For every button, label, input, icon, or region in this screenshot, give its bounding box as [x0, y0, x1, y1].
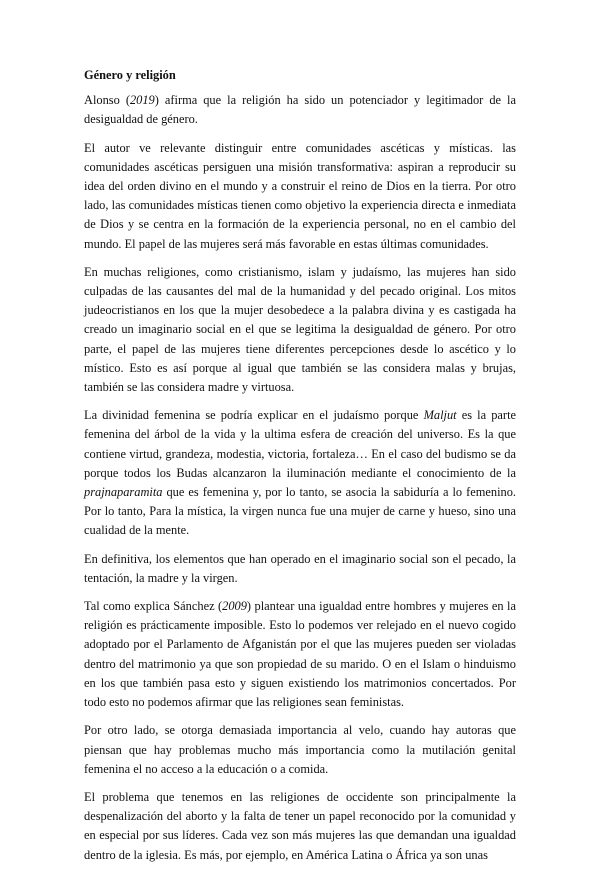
paragraph-text: que es femenina y, por lo tanto, se asocia la sabiduría a lo femenino. Por lo tanto, Para la mística, la virgen nunca fue una mujer de carne y hueso, sino una cualidad de la mente.: [84, 485, 516, 538]
italic-text: Maljut: [423, 408, 457, 423]
paragraph-text: En definitiva, los elementos que han operado en el imaginario social son el pecado, la tentación, la madre y la virgen.: [84, 551, 516, 585]
body-paragraph: [84, 721, 516, 779]
paragraph-text: es la parte femenina del árbol de la vida y la ultima esfera de creación del universo. Es la que contiene virtud, grandeza, modestia, victoria, fortaleza… En el caso del budismo se da porque todos los Budas alcanzaron la iluminación mediante el conocimiento de la: [84, 408, 517, 480]
paragraph-text: El problema que tenemos en las religiones de occidente son principalmente la despenalización del aborto y la falta de tener un papel reconocido por la comunidad y en especial por sus líderes. Cada vez son más mujeres las que demandan una igualdad dentro de la iglesia. Es más, por ejemplo, en América Latina o África ya son unas: [84, 789, 516, 862]
italic-text: prajnaparamita: [84, 485, 163, 500]
paragraph-text: Tal como explica Sánchez (: [84, 599, 223, 614]
body-paragraph: [84, 91, 516, 129]
paragraph-text: El autor ve relevante distinguir entre comunidades ascéticas y místicas. las comunidades ascéticas persiguen una misión transformativa: aspiran a reproducir su idea del orden divino en el mundo y a construir el reino de Dios en la tierra. Por otro lado, las comunidades místicas tienen como objetivo la experiencia directa e inmediata de Dios y se centra en la formación de la experiencia personal, no en el cambio del mundo. El papel de las mujeres será más favorable en estas últimas comunidades.: [84, 140, 516, 251]
paragraph-text: En muchas religiones, como cristianismo, islam y judaísmo, las mujeres han sido culpadas de las causantes del mal de la humanidad y del pecado original. Los mitos judeocristianos en los que la mujer desobedece a la palabra divina y es castigada ha creado un imaginario social en el que se legitima la desigualdad de género. Por otro parte, el papel de las mujeres tiene diferentes percepciones desde lo ascético y lo místico. Esto es así porque al igual que también se las considera malas y brujas, también se las considera madre y virtuosa.: [84, 264, 516, 395]
section-heading: Género y religión: [84, 68, 176, 82]
italic-text: 2019: [129, 93, 155, 108]
italic-text: 2009: [222, 599, 247, 614]
paragraph-text: Alonso (: [84, 93, 130, 108]
body-paragraph: [84, 550, 516, 588]
paragraph-text: La divinidad femenina se podría explicar en el judaísmo porque: [84, 408, 424, 423]
body-paragraph: [84, 139, 516, 254]
paragraph-text: ) plantear una igualdad entre hombres y mujeres en la religión es prácticamente imposible. Esto lo podemos ver relejado en el nuevo cogido adoptado por el Parlamento de Afganistán por el que las mujeres pueden ser violadas dentro del matrimonio ya que son propiedad de su marido. O en el Islam o hinduismo en los que también pasa esto y siguen existiendo los matrimonios concertados. Por todo esto no podemos afirmar que las religiones sean feministas.: [84, 599, 516, 710]
body-paragraph: [84, 406, 516, 540]
body-paragraph: [84, 263, 516, 397]
body-paragraph: [84, 788, 516, 865]
paragraph-text: Por otro lado, se otorga demasiada importancia al velo, cuando hay autoras que piensan que hay problemas mucho más importancia como la mutilación genital femenina el no acceso a la educación o a comida.: [84, 723, 516, 776]
paragraph-container: [84, 91, 516, 865]
body-paragraph: [84, 597, 516, 712]
document-page: [84, 66, 516, 874]
paragraph-text: ) afirma que la religión ha sido un potenciador y legitimador de la desigualdad de género.: [84, 93, 516, 127]
